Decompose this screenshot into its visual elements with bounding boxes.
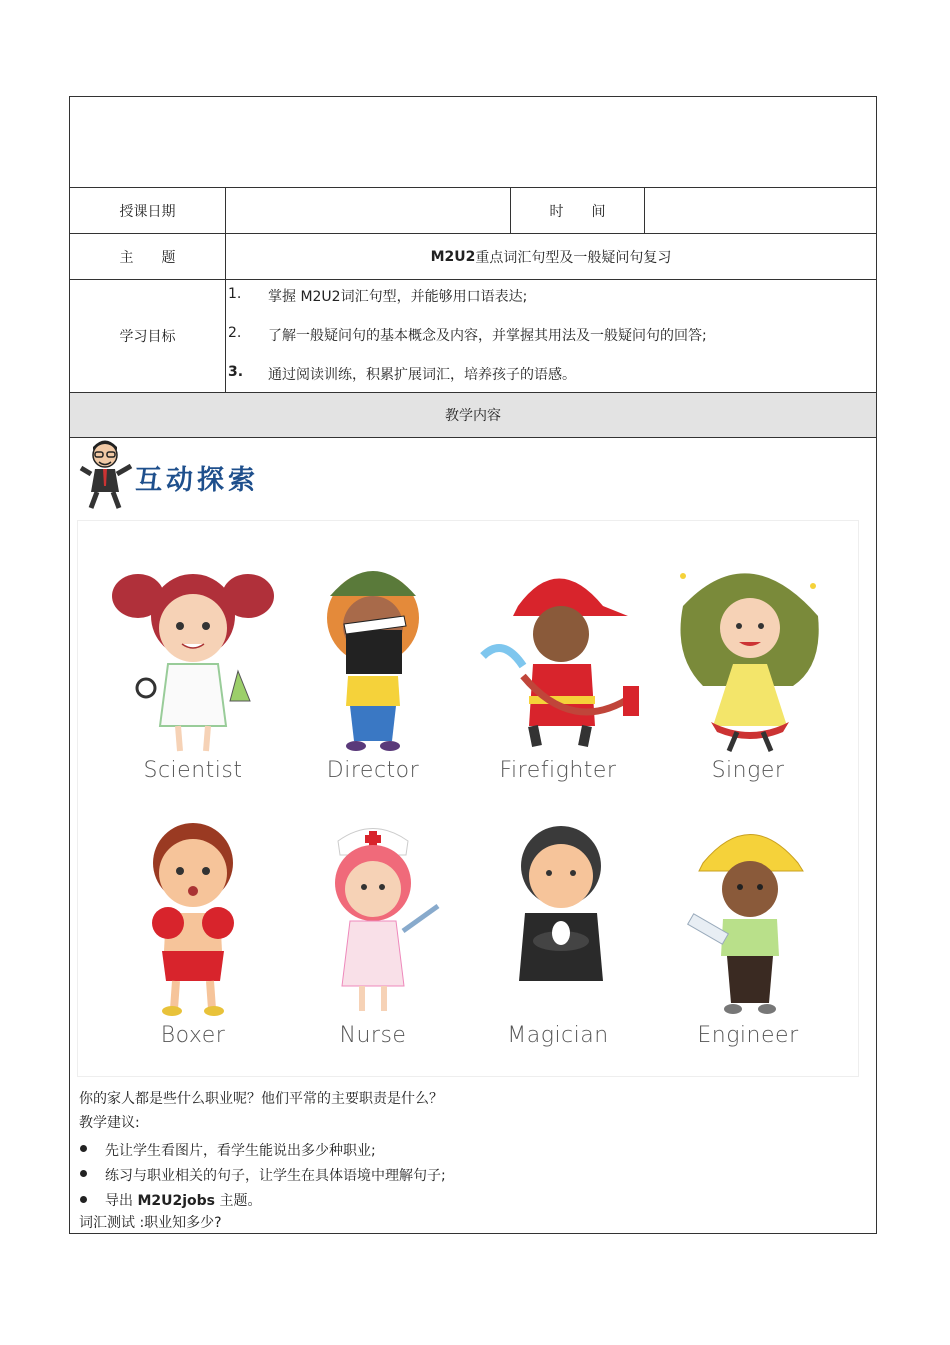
bullet-icon: [80, 1196, 87, 1203]
job-label: Firefighter: [499, 758, 617, 783]
goal-number: 2.: [228, 325, 242, 341]
interactive-explore-banner: [77, 438, 277, 508]
suggestion-text: 导出: [105, 1193, 138, 1209]
suggestion-keyword: M2U2jobs: [137, 1193, 216, 1209]
teaching-suggestion-label: 教学建议:: [79, 1115, 140, 1131]
job-label: Scientist: [143, 758, 243, 783]
suggestion-text: 主题。: [215, 1193, 262, 1209]
firefighter-icon: [463, 546, 653, 756]
content-header: 教学内容: [445, 408, 501, 424]
job-card-boxer: [98, 811, 288, 1071]
engineer-icon: [653, 811, 843, 1021]
table-rule: [644, 187, 645, 233]
nurse-icon: [278, 811, 468, 1021]
job-card-singer: [653, 546, 843, 806]
job-label: Boxer: [160, 1023, 226, 1048]
goals-label: 学习目标: [119, 329, 176, 345]
job-label: Singer: [711, 758, 785, 783]
job-card-nurse: [278, 811, 468, 1071]
time-label: 时 间: [549, 203, 606, 220]
goal-text: 掌握 M2U2词汇句型，并能够用口语表达;: [268, 289, 528, 305]
family-jobs-question: 你的家人都是些什么职业呢？他们平常的主要职责是什么？: [79, 1091, 443, 1107]
singer-icon: [653, 546, 843, 756]
topic-code: M2U2: [430, 248, 476, 265]
goal-text: 通过阅读训练，积累扩展词汇，培养孩子的语感。: [268, 367, 576, 383]
job-label: Engineer: [697, 1023, 799, 1048]
job-label: Director: [326, 758, 420, 783]
suggestion-item: [105, 1190, 261, 1210]
teacher-cartoon-icon: [77, 438, 137, 510]
job-label: Magician: [507, 1023, 609, 1048]
suggestion-text: 先让学生看图片，看学生能说出多少种职业;: [105, 1143, 376, 1159]
topic-value: [226, 234, 876, 279]
jobs-illustration: [77, 520, 859, 1077]
job-card-scientist: [98, 546, 288, 806]
topic-label: 主 题: [119, 249, 176, 266]
vocab-test-heading: 词汇测试 :职业知多少?: [79, 1215, 222, 1231]
job-card-magician: [463, 811, 653, 1071]
job-label: Nurse: [339, 1023, 407, 1048]
director-icon: [278, 546, 468, 756]
bullet-icon: [80, 1145, 87, 1152]
job-card-engineer: [653, 811, 843, 1071]
goal-number: 3.: [228, 364, 244, 380]
banner-title: 互动探索: [135, 465, 259, 496]
bullet-icon: [80, 1170, 87, 1177]
magician-icon: [463, 811, 653, 1021]
job-card-firefighter: [463, 546, 653, 806]
goal-text: 了解一般疑问句的基本概念及内容，并掌握其用法及一般疑问句的回答;: [268, 328, 707, 344]
suggestion-text: 练习与职业相关的句子，让学生在具体语境中理解句子;: [105, 1168, 446, 1184]
date-label: 授课日期: [119, 203, 176, 220]
boxer-icon: [98, 811, 288, 1021]
job-card-director: [278, 546, 468, 806]
goal-number: 1.: [228, 286, 242, 302]
scientist-icon: [98, 546, 288, 756]
suggestion-item: [105, 1140, 376, 1160]
suggestion-item: [105, 1165, 446, 1185]
topic-title: 重点词汇句型及一般疑问句复习: [475, 249, 672, 266]
table-rule: [225, 187, 226, 392]
